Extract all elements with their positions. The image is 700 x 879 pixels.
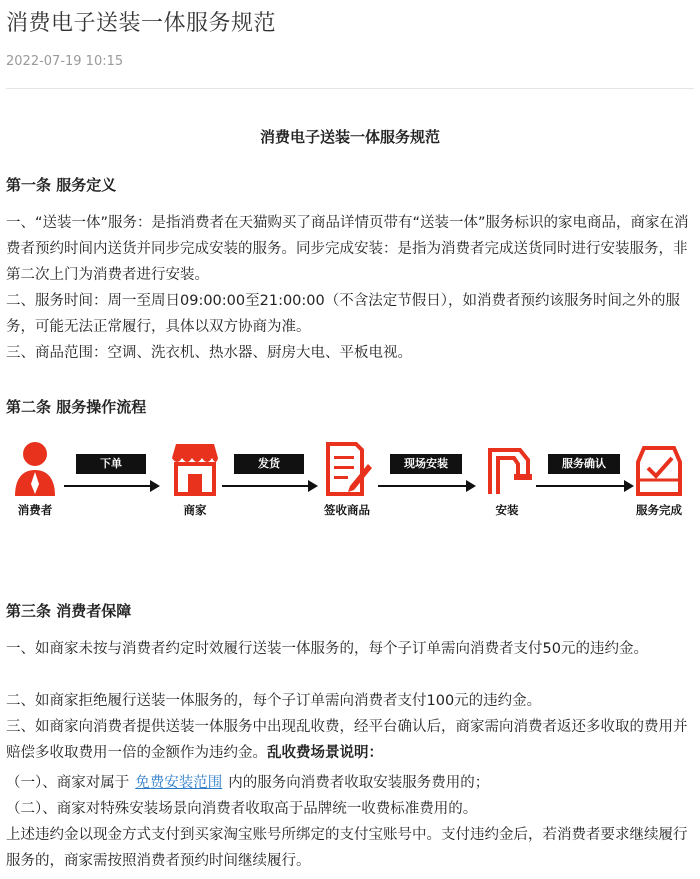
article-title: 消费电子送装一体服务规范 (259, 128, 440, 146)
free-install-scope-link[interactable]: 免费安装范围 (135, 775, 223, 791)
section3-para-3 (6, 714, 690, 766)
flow-step-consumer (0, 440, 70, 518)
flow-step-merchant (160, 440, 230, 518)
header-divider (6, 88, 694, 89)
box-check-icon (634, 440, 684, 496)
flow-step-label: 服务完成 (636, 503, 682, 517)
store-icon (170, 440, 220, 496)
document-pen-icon (322, 440, 372, 496)
flow-step-label: 商家 (183, 503, 207, 517)
flow-arrow-order (64, 454, 160, 494)
section3-clause-1 (6, 770, 690, 796)
flow-arrow-label: 现场安装 (390, 454, 462, 474)
section1-para-2: 二、服务时间：周一至周日09:00:00至21:00:00（不含法定节假日），如消费者预约该服务时间之外的服务，可能无法正常履行，具体以双方协商为准。 (6, 293, 680, 335)
flow-step-label: 消费者 (17, 503, 53, 517)
clause-1-prefix: （一）、商家对属于 (6, 775, 130, 791)
flow-arrow-confirm (536, 454, 634, 494)
clause-1-suffix: 内的服务向消费者收取安装服务费用的； (228, 775, 490, 791)
flow-step-label: 安装 (495, 503, 519, 517)
person-icon (13, 440, 57, 496)
flow-arrow-ship (222, 454, 318, 494)
section1-para-3: 三、商品范围：空调、洗衣机、热水器、厨房大电、平板电视。 (6, 345, 412, 361)
flow-step-label: 签收商品 (324, 503, 370, 517)
section3-clause-2: （二）、商家对特殊安装场景向消费者收取高于品牌统一收费标准费用的。 (6, 801, 478, 817)
flow-arrow-label: 服务确认 (548, 454, 620, 474)
section-heading-2: 第二条 服务操作流程 (6, 398, 147, 416)
section3-para-4: 上述违约金以现金方式支付到买家淘宝账号所绑定的支付宝账号中。支付违约金后，若消费者要求继续履行服务的，商家需按照消费者预约时间继续履行。 (6, 827, 688, 869)
bold-note: 乱收费场景说明： (267, 745, 383, 761)
section-heading-3: 第三条 消费者保障 (6, 602, 132, 620)
flow-arrow-install (378, 454, 476, 494)
service-flow-diagram (0, 440, 700, 550)
section-heading-1: 第一条 服务定义 (6, 176, 117, 194)
section3-para-1: 一、如商家未按与消费者约定时效履行送装一体服务的，每个子订单需向消费者支付50元的违约金。 (6, 641, 648, 657)
flow-arrow-label: 下单 (76, 454, 146, 474)
flow-step-complete (624, 440, 694, 518)
section3-para-2: 二、如商家拒绝履行送装一体服务的，每个子订单需向消费者支付100元的违约金。 (6, 693, 542, 709)
flow-step-install (472, 440, 542, 518)
flow-step-receive (312, 440, 382, 518)
section1-para-1: 一、“送装一体”服务：是指消费者在天猫购买了商品详情页带有“送装一体”服务标识的家电商品，商家在消费者预约时间内送货并同步完成安装的服务。同步完成安装：是指为消费者完成送货同时进行安装服务，非第二次上门为消费者进行安装。 (6, 215, 689, 283)
flow-arrow-label: 发货 (234, 454, 304, 474)
pipe-icon (480, 440, 534, 496)
publish-date: 2022-07-19 10:15 (6, 54, 124, 69)
page-title: 消费电子送装一体服务规范 (6, 11, 277, 36)
section3-para-3-text: 三、如商家向消费者提供送装一体服务中出现乱收费，经平台确认后，商家需向消费者返还多收取的费用并赔偿多收取费用一倍的金额作为违约金。 (6, 719, 688, 761)
